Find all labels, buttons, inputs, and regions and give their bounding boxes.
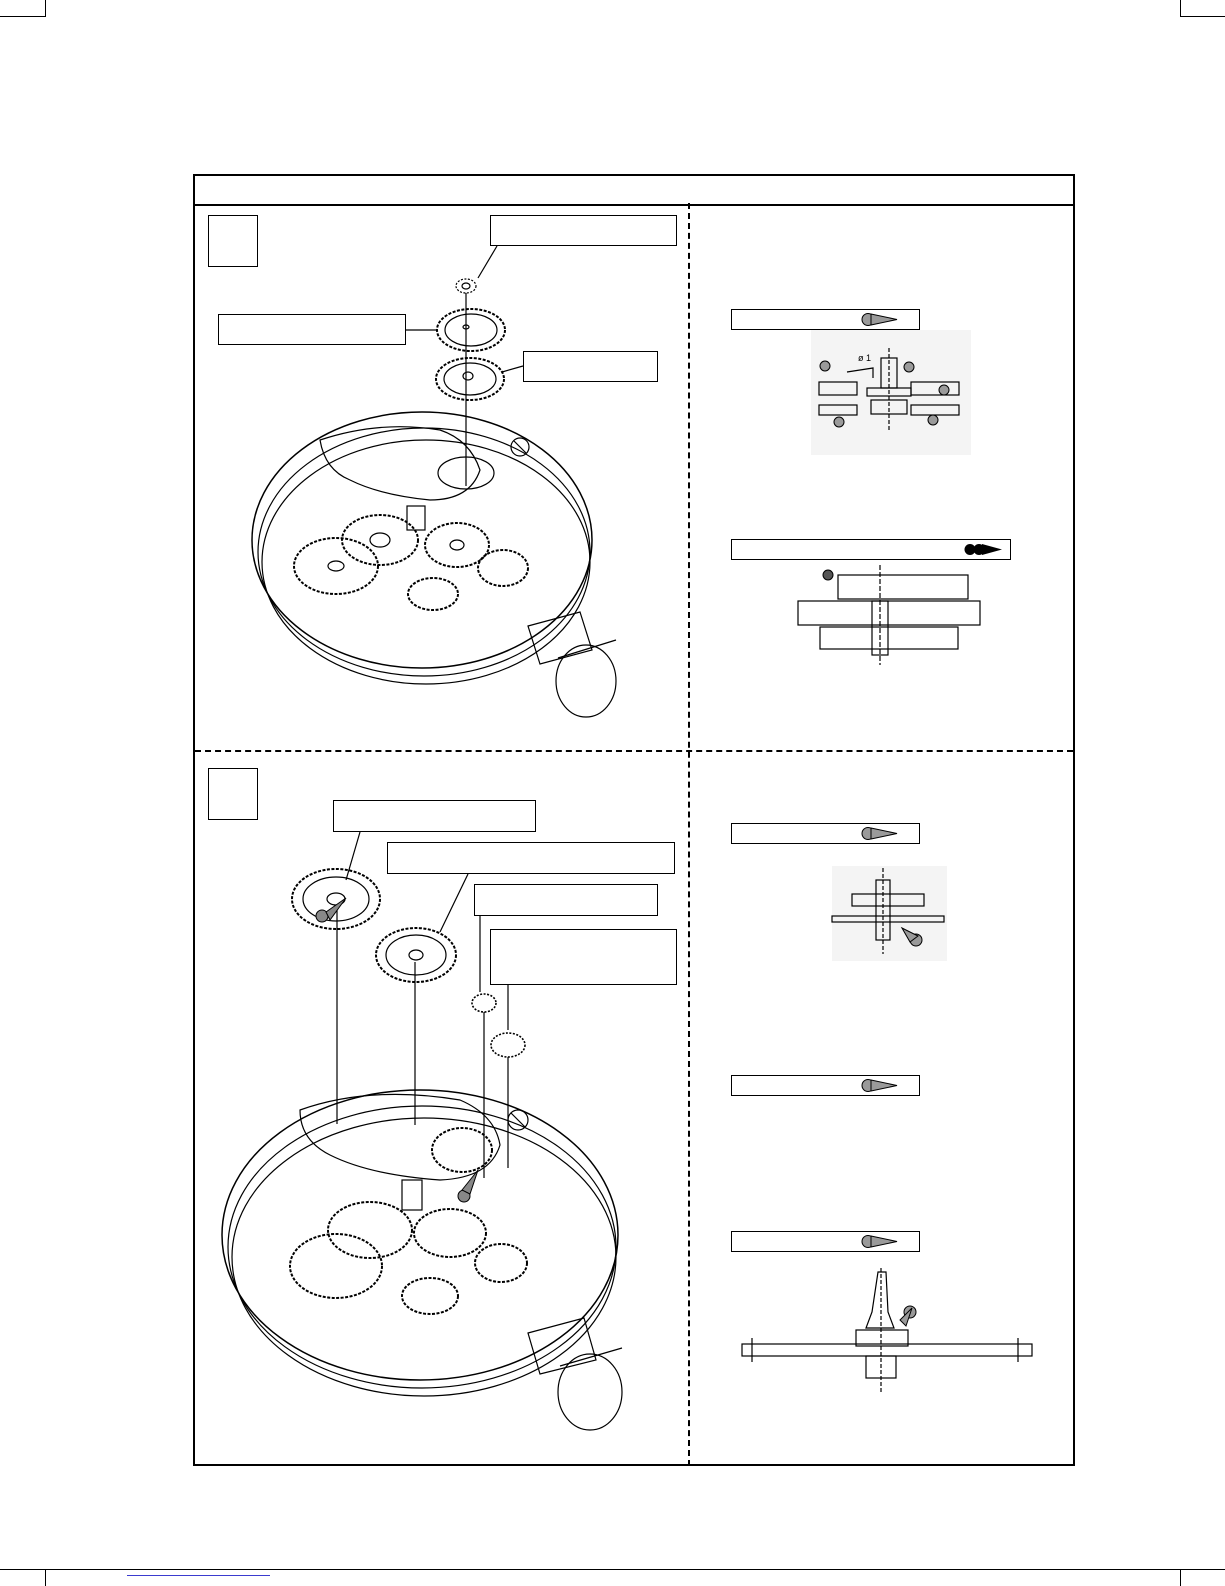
oil-note-bar-4 — [731, 1075, 920, 1096]
detail-drawing-4 — [740, 1268, 1040, 1398]
detail-drawing-3 — [832, 866, 947, 961]
oil-note-bar-3 — [731, 823, 920, 844]
oil-drop-icon — [861, 826, 901, 841]
oil-note-bar-5 — [731, 1231, 920, 1252]
oil-drop-icon — [861, 1078, 901, 1093]
oil-drop-icon — [861, 1234, 901, 1249]
detail1-mark: ø 1 — [858, 353, 872, 363]
